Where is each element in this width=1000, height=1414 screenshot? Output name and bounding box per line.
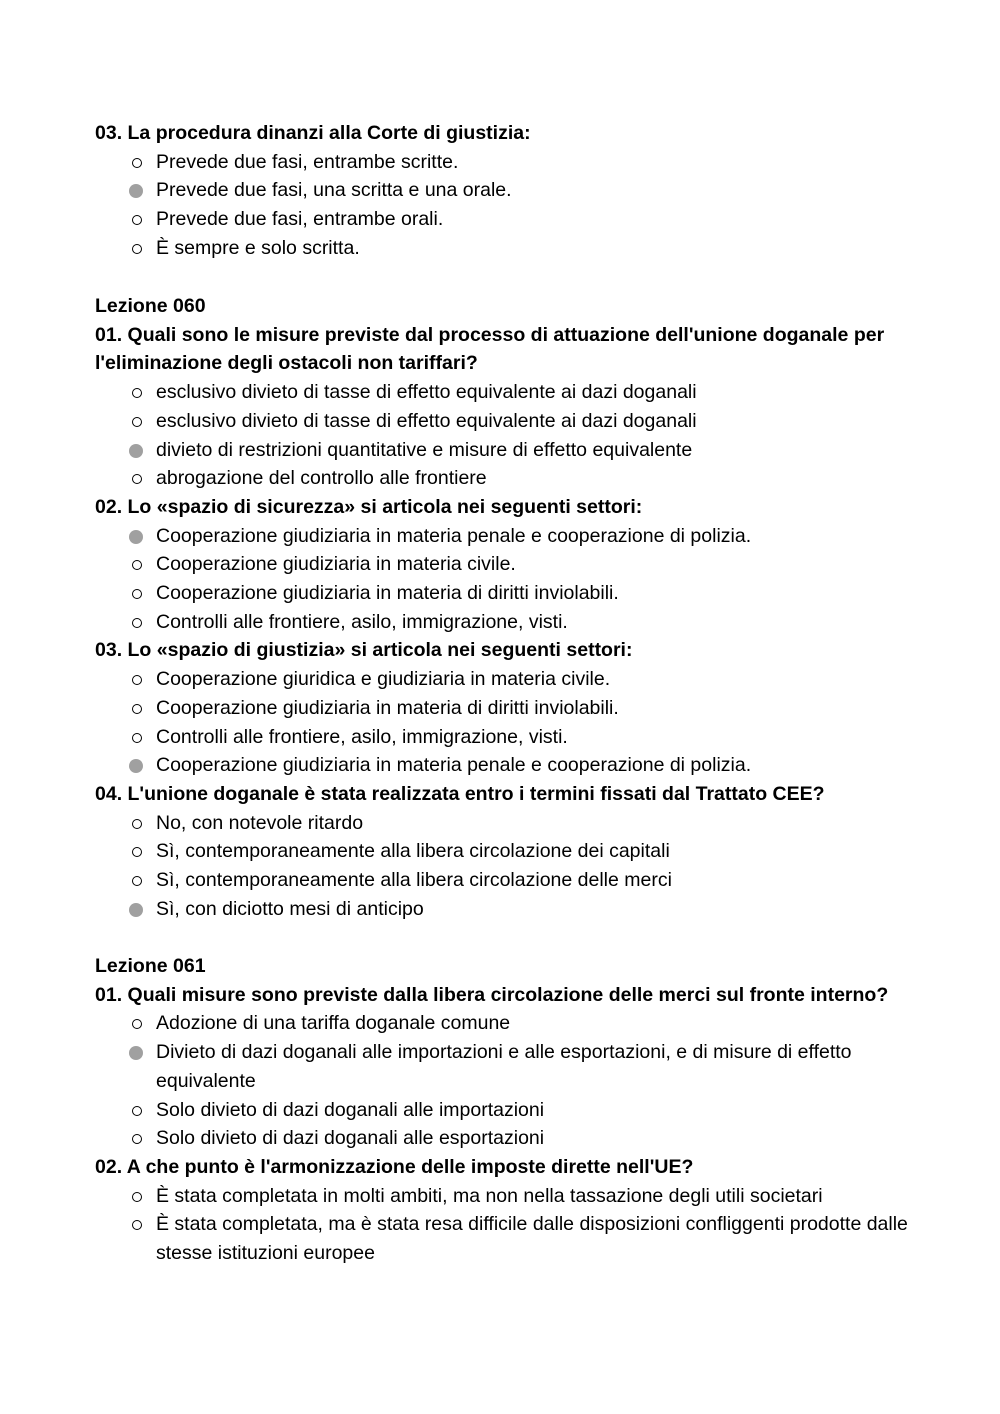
question-text: 04. L'unione doganale è stata realizzata entro i termini fissati dal Trattato CEE? bbox=[95, 782, 825, 805]
answer-option bbox=[95, 522, 915, 551]
answer-text: Cooperazione giudiziaria in materia di diritti inviolabili. bbox=[156, 696, 619, 719]
answer-option bbox=[95, 809, 915, 838]
answer-option bbox=[95, 148, 915, 177]
answer-option bbox=[95, 550, 915, 579]
selected-answer-dot-icon bbox=[132, 751, 146, 780]
option-circle-icon bbox=[132, 550, 146, 579]
answer-text: Cooperazione giudiziaria in materia penale e cooperazione di polizia. bbox=[156, 524, 752, 547]
option-circle-icon bbox=[132, 665, 146, 694]
answer-option bbox=[95, 234, 915, 263]
answer-list bbox=[95, 522, 915, 637]
question-text: 02. A che punto è l'armonizzazione delle imposte dirette nell'UE? bbox=[95, 1155, 694, 1178]
option-circle-icon bbox=[132, 866, 146, 895]
answer-list bbox=[95, 1009, 915, 1153]
option-circle-icon bbox=[132, 1182, 146, 1211]
answer-text: divieto di restrizioni quantitative e misure di effetto equivalente bbox=[156, 438, 693, 461]
option-circle-icon bbox=[132, 378, 146, 407]
lesson-title: Lezione 060 bbox=[95, 295, 206, 317]
answer-text: esclusivo divieto di tasse di effetto equivalente ai dazi doganali bbox=[156, 409, 697, 432]
answer-text: Cooperazione giudiziaria in materia penale e cooperazione di polizia. bbox=[156, 754, 752, 777]
selected-answer-dot-icon bbox=[132, 895, 146, 924]
option-circle-icon bbox=[132, 723, 146, 752]
answer-option bbox=[95, 665, 915, 694]
selected-answer-dot-icon bbox=[132, 176, 146, 205]
answer-option bbox=[95, 866, 915, 895]
answer-text: È stata completata in molti ambiti, ma non nella tassazione degli utili societari bbox=[156, 1184, 823, 1207]
answer-text: È sempre e solo scritta. bbox=[156, 236, 360, 259]
answer-text: Cooperazione giuridica e giudiziaria in materia civile. bbox=[156, 668, 611, 691]
answer-option bbox=[95, 895, 915, 924]
answer-text: Prevede due fasi, entrambe scritte. bbox=[156, 150, 459, 173]
lesson-title: Lezione 061 bbox=[95, 955, 206, 977]
answer-option bbox=[95, 464, 915, 493]
answer-option bbox=[95, 837, 915, 866]
question-text: 01. Quali sono le misure previste dal processo di attuazione dell'unione doganale per l'eliminazione degli ostacoli non tariffari? bbox=[95, 323, 885, 375]
selected-answer-dot-icon bbox=[132, 1038, 146, 1067]
lesson-section bbox=[95, 292, 915, 923]
option-circle-icon bbox=[132, 809, 146, 838]
lesson-section bbox=[95, 952, 915, 1268]
answer-option bbox=[95, 1009, 915, 1038]
answer-text: Sì, contemporaneamente alla libera circolazione dei capitali bbox=[156, 840, 670, 863]
answer-list bbox=[95, 378, 915, 493]
answer-option bbox=[95, 1210, 915, 1267]
answer-option bbox=[95, 1124, 915, 1153]
answer-option bbox=[95, 751, 915, 780]
option-circle-icon bbox=[132, 464, 146, 493]
answer-text: Controlli alle frontiere, asilo, immigrazione, visti. bbox=[156, 610, 568, 633]
option-circle-icon bbox=[132, 234, 146, 263]
option-circle-icon bbox=[132, 1210, 146, 1239]
option-circle-icon bbox=[132, 205, 146, 234]
answer-option bbox=[95, 694, 915, 723]
answer-text: Divieto di dazi doganali alle importazioni e alle esportazioni, e di misure di effetto equivalente bbox=[156, 1041, 852, 1092]
answer-text: Solo divieto di dazi doganali alle importazioni bbox=[156, 1098, 545, 1121]
answer-text: No, con notevole ritardo bbox=[156, 811, 364, 834]
question-block bbox=[95, 119, 915, 263]
answer-text: abrogazione del controllo alle frontiere bbox=[156, 467, 487, 490]
option-circle-icon bbox=[132, 1096, 146, 1125]
option-circle-icon bbox=[132, 579, 146, 608]
question-text: 01. Quali misure sono previste dalla libera circolazione delle merci sul fronte interno? bbox=[95, 983, 889, 1006]
answer-option bbox=[95, 723, 915, 752]
answer-list bbox=[95, 1182, 915, 1268]
answer-option bbox=[95, 205, 915, 234]
answer-list bbox=[95, 665, 915, 780]
answer-option bbox=[95, 1182, 915, 1211]
option-circle-icon bbox=[132, 608, 146, 637]
answer-text: È stata completata, ma è stata resa difficile dalle disposizioni confliggenti prodotte dalle stesse istituzioni europee bbox=[156, 1213, 908, 1265]
answer-list bbox=[95, 809, 915, 924]
answer-option bbox=[95, 176, 915, 205]
selected-answer-dot-icon bbox=[132, 436, 146, 465]
answer-text: Controlli alle frontiere, asilo, immigrazione, visti. bbox=[156, 725, 568, 748]
answer-option bbox=[95, 1096, 915, 1125]
answer-option bbox=[95, 579, 915, 608]
answer-text: Sì, contemporaneamente alla libera circolazione delle merci bbox=[156, 869, 672, 892]
answer-list bbox=[95, 148, 915, 263]
question-text: 02. Lo «spazio di sicurezza» si articola nei seguenti settori: bbox=[95, 495, 643, 518]
option-circle-icon bbox=[132, 837, 146, 866]
option-circle-icon bbox=[132, 1124, 146, 1153]
answer-text: Cooperazione giudiziaria in materia di diritti inviolabili. bbox=[156, 582, 619, 605]
question-text: 03. Lo «spazio di giustizia» si articola nei seguenti settori: bbox=[95, 639, 633, 662]
question-text: 03. La procedura dinanzi alla Corte di giustizia: bbox=[95, 122, 531, 144]
option-circle-icon bbox=[132, 1009, 146, 1038]
answer-option bbox=[95, 1038, 915, 1095]
answer-text: esclusivo divieto di tasse di effetto equivalente ai dazi doganali bbox=[156, 381, 697, 404]
answer-option bbox=[95, 407, 915, 436]
answer-option bbox=[95, 608, 915, 637]
answer-text: Sì, con diciotto mesi di anticipo bbox=[156, 897, 424, 920]
answer-text: Solo divieto di dazi doganali alle esportazioni bbox=[156, 1127, 545, 1150]
option-circle-icon bbox=[132, 148, 146, 177]
answer-text: Adozione di una tariffa doganale comune bbox=[156, 1012, 511, 1035]
answer-text: Cooperazione giudiziaria in materia civile. bbox=[156, 553, 516, 576]
option-circle-icon bbox=[132, 407, 146, 436]
selected-answer-dot-icon bbox=[132, 522, 146, 551]
answer-text: Prevede due fasi, una scritta e una orale. bbox=[156, 179, 512, 202]
answer-text: Prevede due fasi, entrambe orali. bbox=[156, 208, 444, 231]
answer-option bbox=[95, 378, 915, 407]
option-circle-icon bbox=[132, 694, 146, 723]
answer-option bbox=[95, 436, 915, 465]
